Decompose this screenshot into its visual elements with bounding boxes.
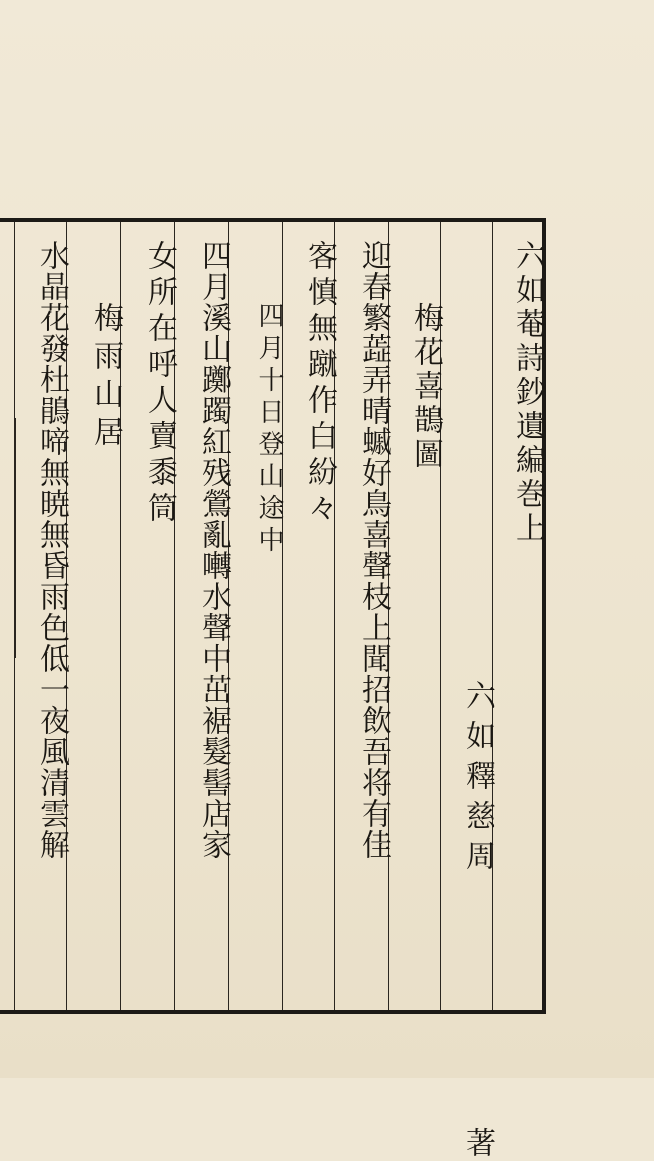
column-poem1-line2 bbox=[282, 222, 337, 1010]
column-poem2-line1 bbox=[174, 222, 231, 1010]
author-suffix: 著 bbox=[460, 1127, 495, 1161]
poem-line: 水晶花發杜鵑啼無暁無昏雨色低一夜風清雲解 bbox=[34, 240, 69, 860]
column-author bbox=[440, 222, 495, 1161]
column-poem2-title bbox=[228, 222, 282, 1010]
column-poem2-line2 bbox=[120, 222, 177, 1010]
poem-line: 迎春繁蕋弄晴䗩好鳥喜聲枝上聞招飲吾将有佳 bbox=[356, 240, 391, 860]
column-poem1-title bbox=[388, 222, 443, 1010]
poem-line: 四月溪山躑躅紅残鶯亂囀水聲中茁裾髮髻店家 bbox=[196, 240, 231, 860]
column-poem1-line1 bbox=[334, 222, 391, 1010]
column-title bbox=[492, 222, 545, 1010]
poem-line: 女所在呼人賣黍筒 bbox=[142, 240, 177, 528]
collection-title: 六如菴詩鈔遺編巻上 bbox=[510, 240, 545, 546]
author-name: 六如釋慈周 bbox=[460, 680, 495, 880]
column-poem3-title bbox=[66, 222, 123, 1010]
column-poem3-line1 bbox=[14, 222, 69, 1010]
poem-title: 梅花喜鵲圖 bbox=[408, 302, 443, 472]
poem-line: 客慎無蹴作白紛々 bbox=[302, 240, 337, 528]
poem-title: 梅雨山居 bbox=[88, 302, 123, 454]
poem-title: 四月十日登山途中 bbox=[254, 302, 284, 558]
